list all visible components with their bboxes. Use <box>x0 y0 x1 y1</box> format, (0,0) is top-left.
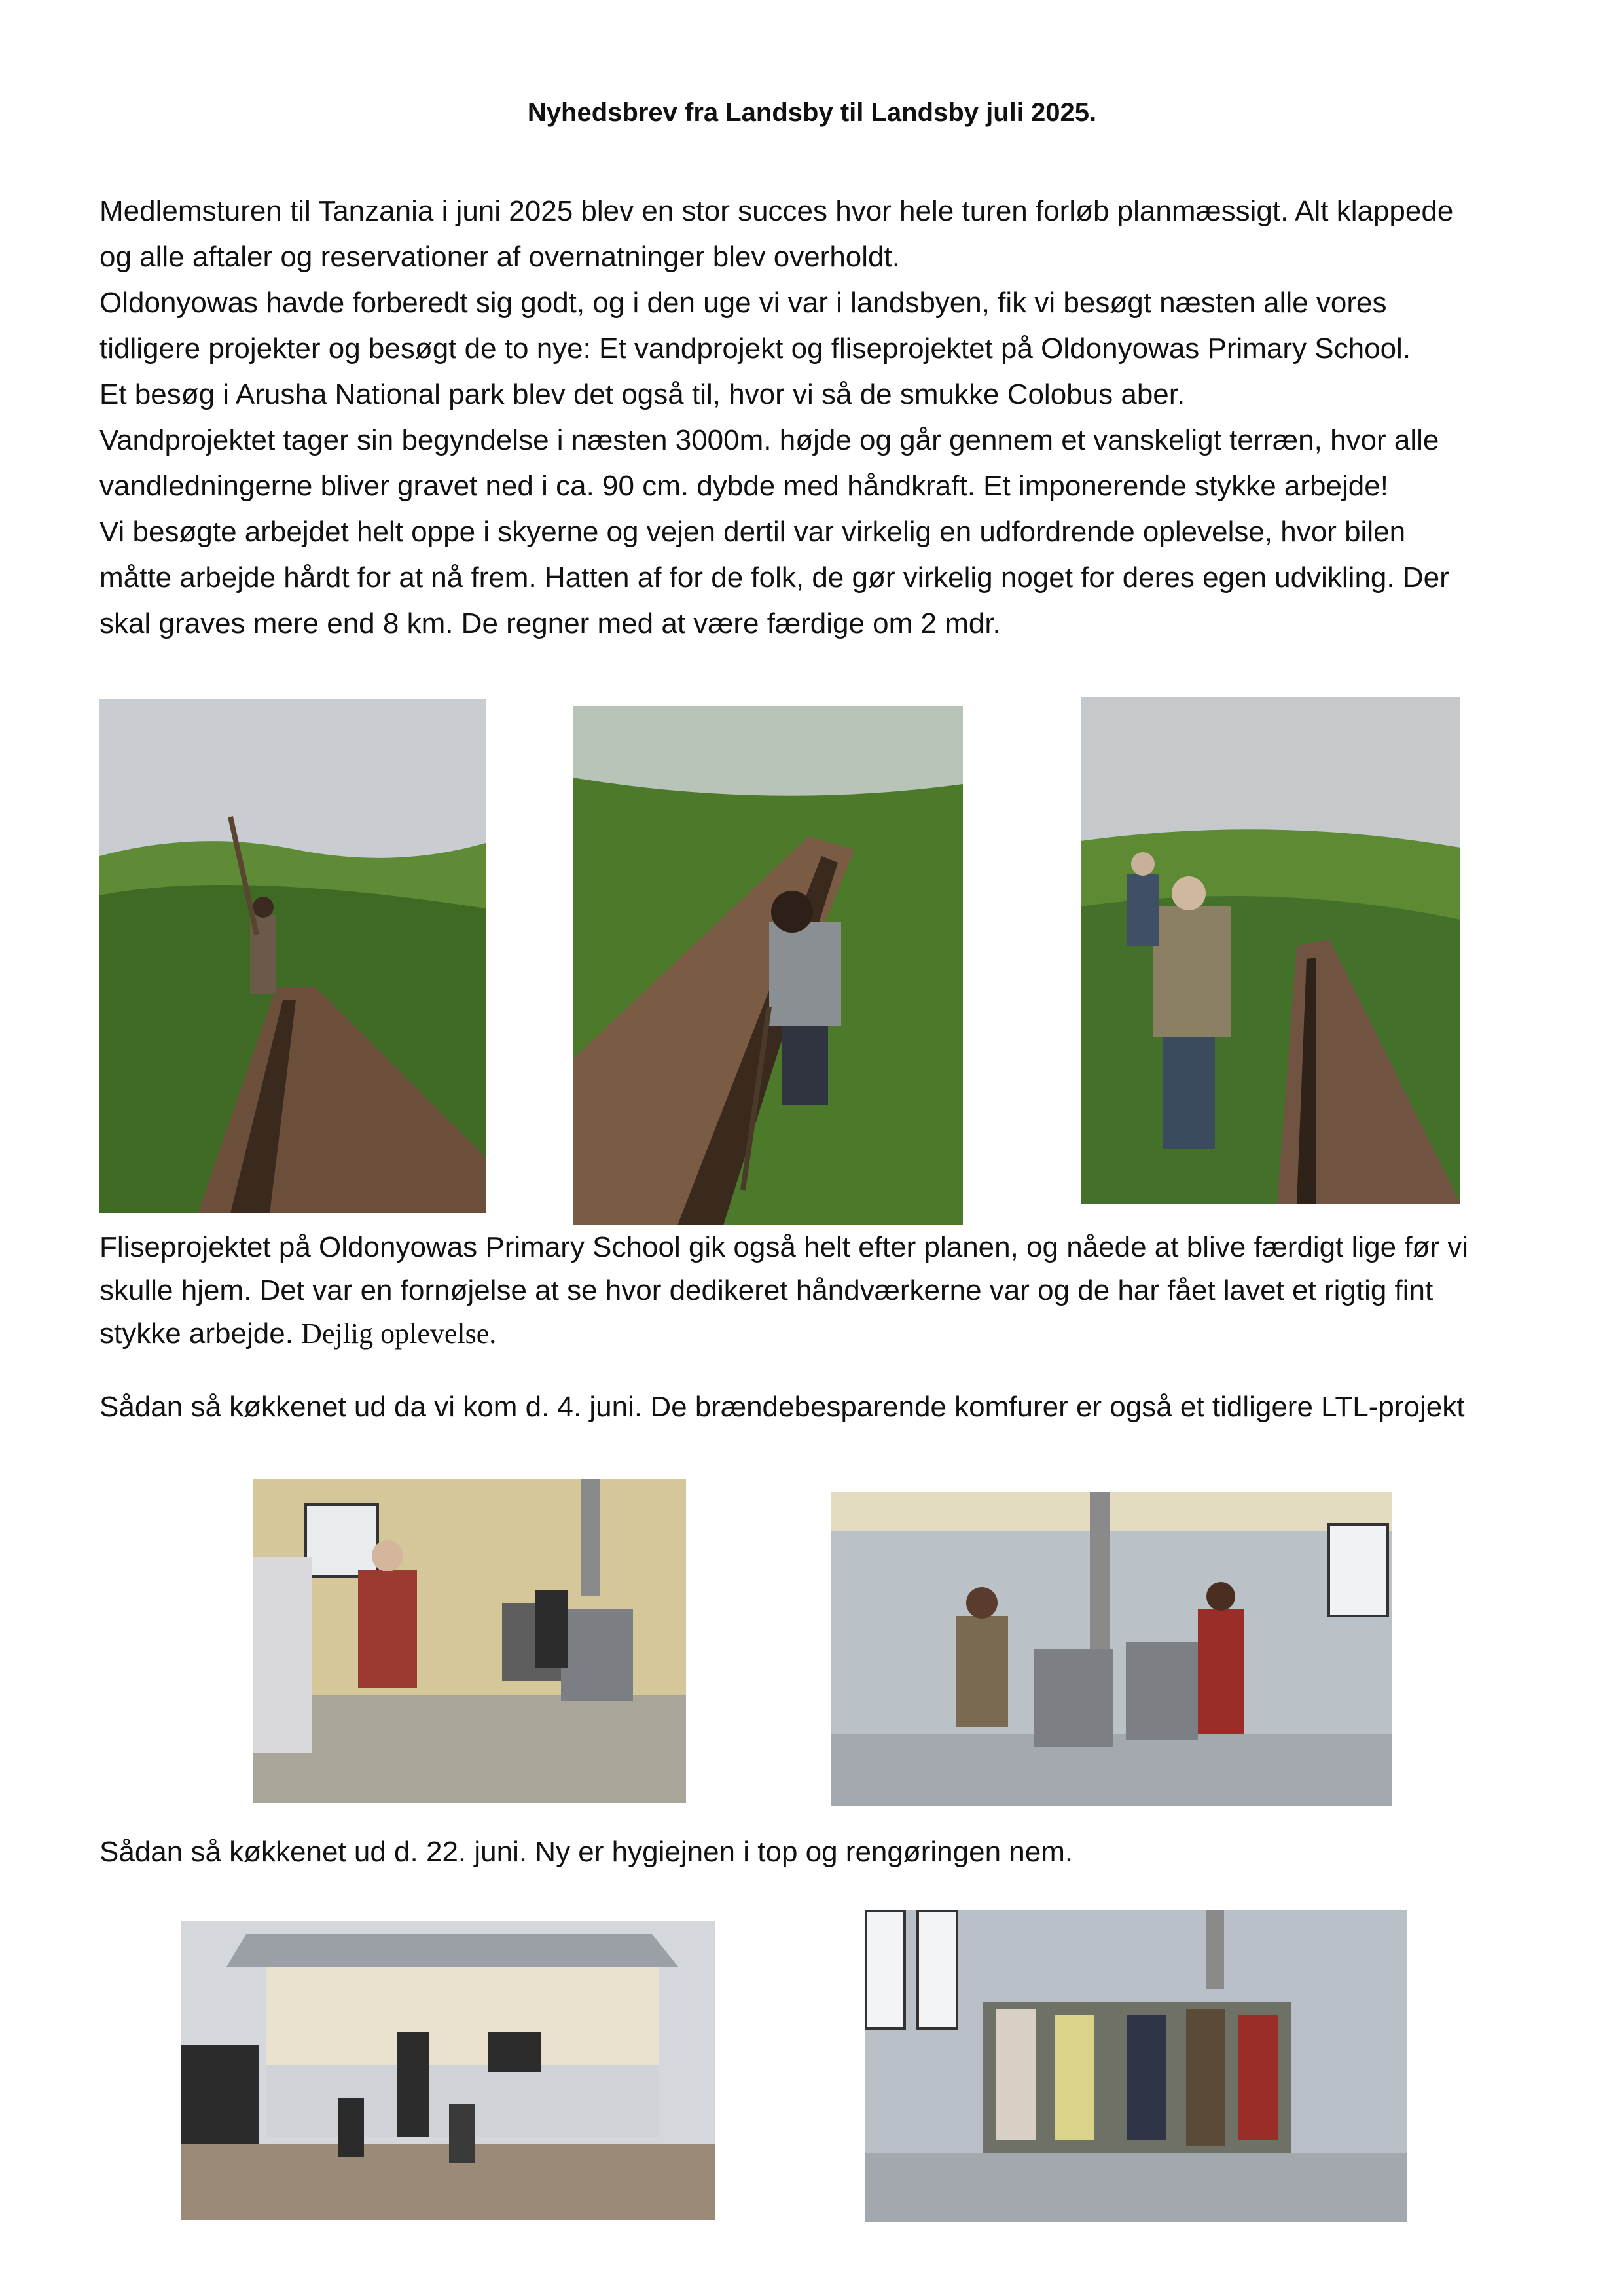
photo-trench-worker <box>573 706 963 1225</box>
tile-project-text <box>99 1226 1553 1355</box>
photo-kitchen-after <box>831 1492 1392 1806</box>
text-line: Fliseprojektet på Oldonyowas Primary School gik også helt efter planen, og nåede at blive færdigt lige før vi <box>99 1231 1469 1263</box>
text-line: Et besøg i Arusha National park blev det også til, hvor vi så de smukke Colobus aber. <box>99 378 1185 410</box>
text-line: og alle aftaler og reservationer af overnatninger blev overholdt. <box>99 241 900 273</box>
photo-trench-digging <box>99 699 486 1213</box>
photo-kitchen-before <box>253 1479 686 1803</box>
text-line: Vandprojektet tager sin begyndelse i næsten 3000m. højde og går gennem et vanskeligt terræn, hvor alle <box>99 424 1439 456</box>
text-line: tidligere projekter og besøgt de to nye: Et vandprojekt og fliseprojektet på Oldonyowas Primary School. <box>99 332 1411 365</box>
text-line: skal graves mere end 8 km. De regner med at være færdige om 2 mdr. <box>99 607 1001 639</box>
photo-kitchen-building <box>181 1921 715 2220</box>
text-line: Vi besøgte arbejdet helt oppe i skyerne og vejen dertil var virkelig en udfordrende oplevelse, hvor bilen <box>99 516 1406 548</box>
photo-group-kitchen <box>865 1910 1407 2222</box>
caption-before: Sådan så køkkenet ud da vi kom d. 4. juni. De brændebesparende komfurer er også et tidligere LTL-projekt <box>99 1391 1465 1423</box>
text-line: skulle hjem. Det var en fornøjelse at se hvor dedikeret håndværkerne var og de har fået lavet et rigtig fint <box>99 1274 1434 1306</box>
caption-after: Sådan så køkkenet ud d. 22. juni. Ny er hygiejnen i top og rengøringen nem. <box>99 1836 1074 1868</box>
intro-text <box>99 188 1540 647</box>
text-line: vandledningerne bliver gravet ned i ca. 90 cm. dybde med håndkraft. Et imponerende stykke arbejde! <box>99 470 1388 502</box>
text-fragment-serif: Dejlig oplevelse. <box>301 1318 497 1350</box>
text-line: måtte arbejde hårdt for at nå frem. Hatten af for de folk, de gør virkelig noget for deres egen udvikling. Der <box>99 562 1449 594</box>
photo-trench-visitors <box>1081 697 1460 1204</box>
text-line: Oldonyowas havde forberedt sig godt, og i den uge vi var i landsbyen, fik vi besøgt næsten alle vores <box>99 287 1387 319</box>
text-line: Medlemsturen til Tanzania i juni 2025 blev en stor succes hvor hele turen forløb planmæssigt. Alt klappede <box>99 195 1454 227</box>
page-title: Nyhedsbrev fra Landsby til Landsby juli 2025. <box>527 98 1097 127</box>
text-fragment: stykke arbejde. <box>99 1318 293 1350</box>
text-line <box>99 1312 1553 1355</box>
